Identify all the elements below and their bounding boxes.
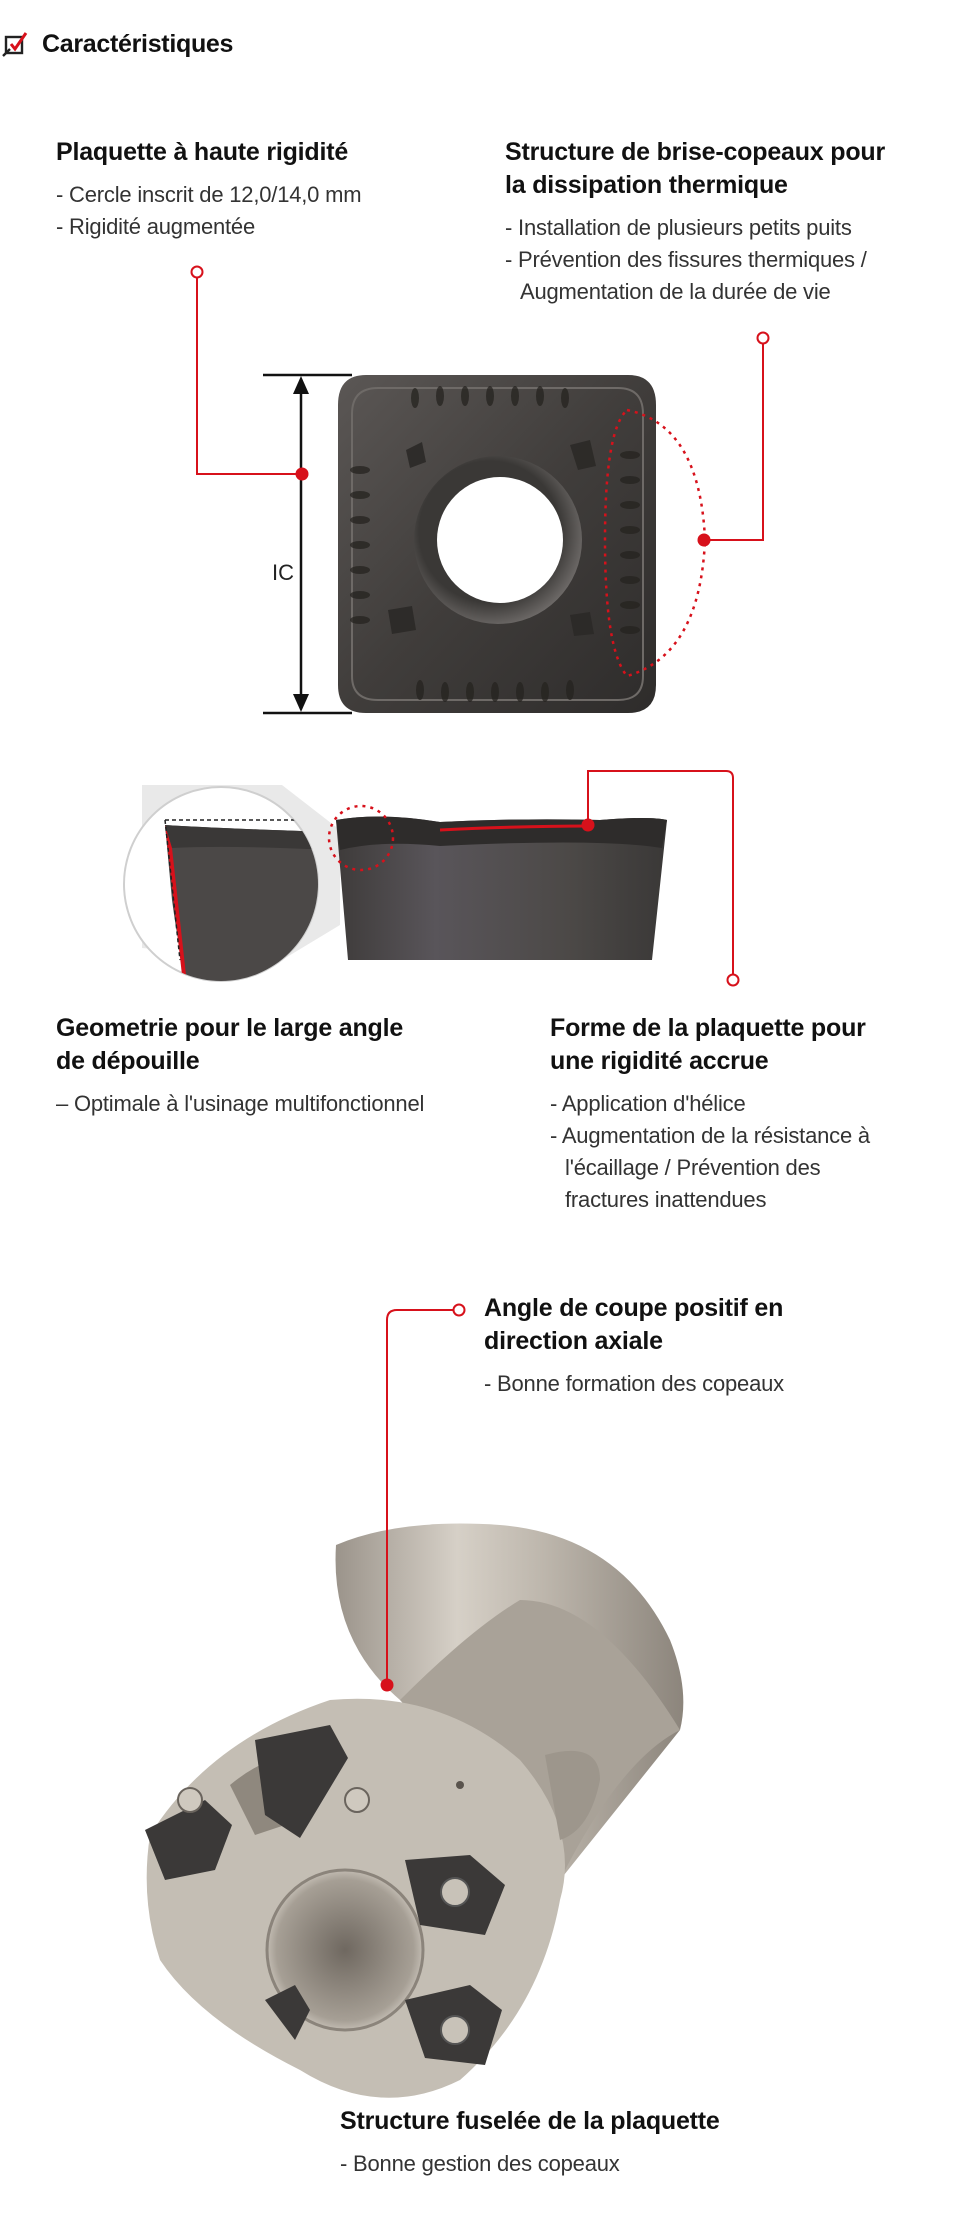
feature-bullet: - Augmentation de la résistance à l'écaillage / Prévention des fractures inattendues [550,1123,870,1212]
feature-large-clearance-geometry [56,1012,526,1120]
feature-title: Plaquette à haute rigidité [56,138,349,166]
insert-top-view [263,375,705,713]
milling-cutter-image [145,1524,683,2098]
feature-bullet: - Cercle inscrit de 12,0/14,0 mm [56,182,362,207]
feature-title: Forme de la plaquette pour une rigidité accrue [550,1014,866,1075]
feature-high-rigidity-insert [56,136,456,243]
feature-bullet: - Prévention des fissures thermiques / Augmentation de la durée de vie [505,247,867,304]
feature-bullet: - Application d'hélice [550,1091,746,1116]
ic-label: IC [272,560,294,585]
feature-insert-shape-rigidity [550,1012,910,1216]
feature-title: Geometrie pour le large angle de dépouille [56,1014,404,1075]
feature-bullet: - Installation de plusieurs petits puits [505,215,852,240]
feature-bullet: - Bonne formation des copeaux [484,1371,784,1396]
feature-chip-breaker-structure [505,136,945,308]
feature-bullet: - Rigidité augmentée [56,214,256,239]
feature-title: Structure fuselée de la plaquette [340,2107,720,2135]
section-title: Caractéristiques [42,29,234,58]
feature-bullet: - Bonne gestion des copeaux [340,2151,620,2176]
feature-positive-axial-rake [484,1292,924,1400]
insert-side-view [124,785,667,990]
feature-bullet: – Optimale à l'usinage multifonctionnel [56,1091,425,1116]
feature-title: Structure de brise-copeaux pour la dissipation thermique [505,138,885,199]
feature-tapered-insert-structure [340,2105,840,2180]
feature-title: Angle de coupe positif en direction axiale [484,1294,784,1355]
